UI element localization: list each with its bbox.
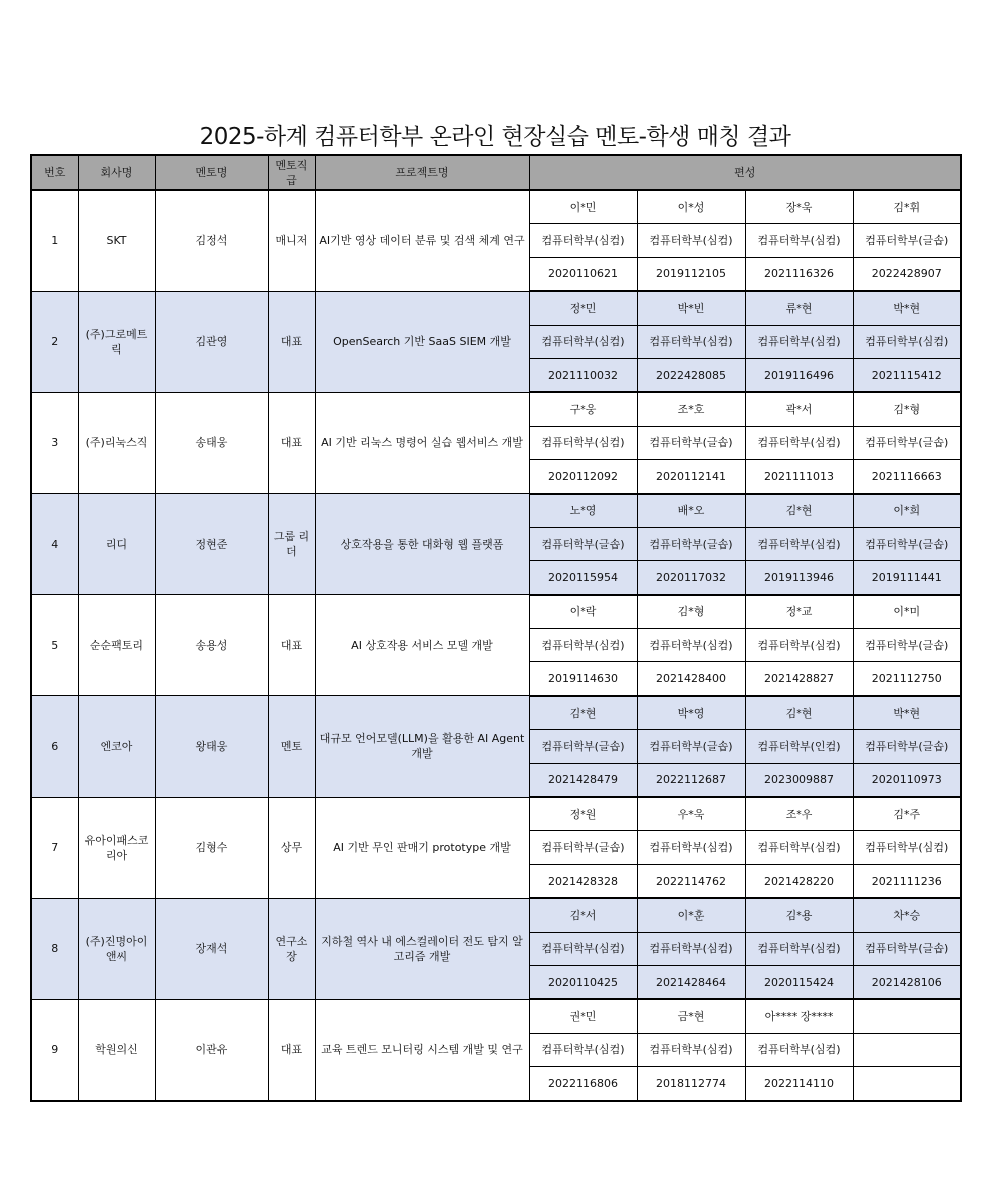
student-id: 2020110621 <box>529 257 637 291</box>
student-id: 2022428907 <box>853 257 961 291</box>
student-dept: 컴퓨터학부(심컴) <box>529 629 637 662</box>
student-name: 노*영 <box>529 494 637 528</box>
student-id <box>853 1067 961 1101</box>
student-name: 차*승 <box>853 898 961 932</box>
student-id: 2020115954 <box>529 561 637 595</box>
student-dept: 컴퓨터학부(심컴) <box>745 426 853 459</box>
student-name: 김*현 <box>529 696 637 730</box>
student-id: 2020112092 <box>529 460 637 494</box>
student-dept: 컴퓨터학부(심컴) <box>529 325 637 358</box>
cell-mentor: 김관영 <box>155 291 268 392</box>
student-id: 2019114630 <box>529 662 637 696</box>
student-dept: 컴퓨터학부(심컴) <box>745 224 853 257</box>
student-id: 2021116663 <box>853 460 961 494</box>
student-dept: 컴퓨터학부(심컴) <box>637 629 745 662</box>
student-dept: 컴퓨터학부(심컴) <box>745 932 853 965</box>
student-name: 박*현 <box>853 696 961 730</box>
table-row <box>31 392 961 426</box>
student-dept: 컴퓨터학부(글솝) <box>637 527 745 560</box>
student-dept: 컴퓨터학부(심컴) <box>637 932 745 965</box>
student-name: 우*욱 <box>637 797 745 831</box>
student-name: 아**** 장**** <box>745 999 853 1033</box>
student-dept <box>853 1033 961 1066</box>
header-no: 번호 <box>31 155 78 190</box>
student-dept: 컴퓨터학부(글솝) <box>637 426 745 459</box>
student-dept: 컴퓨터학부(글솝) <box>853 932 961 965</box>
student-dept: 컴퓨터학부(글솝) <box>529 527 637 560</box>
student-dept: 컴퓨터학부(글솝) <box>637 730 745 763</box>
cell-mentor: 정현준 <box>155 494 268 595</box>
student-name: 이*미 <box>853 595 961 629</box>
student-name: 곽*서 <box>745 392 853 426</box>
header-mentor: 멘토명 <box>155 155 268 190</box>
cell-mentor: 이관유 <box>155 999 268 1100</box>
student-dept: 컴퓨터학부(심컴) <box>745 1033 853 1066</box>
student-name: 이*락 <box>529 595 637 629</box>
cell-project: 대규모 언어모델(LLM)을 활용한 AI Agent 개발 <box>315 696 529 797</box>
student-dept: 컴퓨터학부(심컴) <box>745 527 853 560</box>
cell-no: 5 <box>31 595 78 696</box>
table-row <box>31 595 961 629</box>
cell-no: 1 <box>31 190 78 291</box>
student-name: 정*교 <box>745 595 853 629</box>
cell-company: 리디 <box>78 494 155 595</box>
table-row <box>31 797 961 831</box>
student-dept: 컴퓨터학부(심컴) <box>637 1033 745 1066</box>
cell-no: 7 <box>31 797 78 898</box>
table-row <box>31 898 961 932</box>
student-dept: 컴퓨터학부(심컴) <box>529 426 637 459</box>
cell-company: (주)그로메트릭 <box>78 291 155 392</box>
student-dept: 컴퓨터학부(심컴) <box>745 831 853 864</box>
student-id: 2020115424 <box>745 965 853 999</box>
student-id: 2019111441 <box>853 561 961 595</box>
cell-position: 대표 <box>268 999 315 1100</box>
student-id: 2021116326 <box>745 257 853 291</box>
student-name: 류*현 <box>745 291 853 325</box>
student-dept: 컴퓨터학부(글솝) <box>853 730 961 763</box>
student-dept: 컴퓨터학부(심컴) <box>745 325 853 358</box>
student-dept: 컴퓨터학부(심컴) <box>637 224 745 257</box>
student-name: 김*서 <box>529 898 637 932</box>
cell-mentor: 송용성 <box>155 595 268 696</box>
student-id: 2020110973 <box>853 763 961 797</box>
cell-position: 대표 <box>268 595 315 696</box>
student-id: 2019116496 <box>745 358 853 392</box>
matching-table <box>30 154 962 1102</box>
student-dept: 컴퓨터학부(심컴) <box>529 1033 637 1066</box>
cell-position: 멘토 <box>268 696 315 797</box>
student-name: 이*민 <box>529 190 637 224</box>
cell-company: 순순팩토리 <box>78 595 155 696</box>
cell-position: 그룹 리더 <box>268 494 315 595</box>
student-id: 2021112750 <box>853 662 961 696</box>
student-name: 김*현 <box>745 696 853 730</box>
header-team: 편성 <box>529 155 961 190</box>
cell-project: AI 기반 무인 판매기 prototype 개발 <box>315 797 529 898</box>
student-name: 장*욱 <box>745 190 853 224</box>
student-id: 2018112774 <box>637 1067 745 1101</box>
student-id: 2021428827 <box>745 662 853 696</box>
student-id: 2021115412 <box>853 358 961 392</box>
student-id: 2022428085 <box>637 358 745 392</box>
student-name: 김*현 <box>745 494 853 528</box>
student-dept: 컴퓨터학부(글솝) <box>853 224 961 257</box>
student-name: 정*민 <box>529 291 637 325</box>
student-id: 2019112105 <box>637 257 745 291</box>
student-name: 김*형 <box>637 595 745 629</box>
cell-company: (주)리눅스직 <box>78 392 155 493</box>
student-name: 이*성 <box>637 190 745 224</box>
cell-project: OpenSearch 기반 SaaS SIEM 개발 <box>315 291 529 392</box>
student-name: 금*현 <box>637 999 745 1033</box>
student-dept: 컴퓨터학부(심컴) <box>637 325 745 358</box>
student-id: 2020112141 <box>637 460 745 494</box>
student-id: 2021428328 <box>529 864 637 898</box>
cell-position: 매니저 <box>268 190 315 291</box>
student-id: 2021111013 <box>745 460 853 494</box>
student-name: 김*주 <box>853 797 961 831</box>
header-position: 멘토직급 <box>268 155 315 190</box>
student-id: 2023009887 <box>745 763 853 797</box>
cell-no: 3 <box>31 392 78 493</box>
student-name: 정*원 <box>529 797 637 831</box>
student-name: 박*빈 <box>637 291 745 325</box>
table-row <box>31 999 961 1033</box>
cell-project: 상호작용을 통한 대화형 웹 플랫폼 <box>315 494 529 595</box>
cell-position: 상무 <box>268 797 315 898</box>
student-name: 권*민 <box>529 999 637 1033</box>
student-dept: 컴퓨터학부(인컴) <box>745 730 853 763</box>
cell-company: 학원의신 <box>78 999 155 1100</box>
table-row <box>31 494 961 528</box>
cell-company: 유아이패스코리아 <box>78 797 155 898</box>
cell-no: 6 <box>31 696 78 797</box>
cell-position: 연구소장 <box>268 898 315 999</box>
student-dept: 컴퓨터학부(심컴) <box>529 932 637 965</box>
cell-no: 8 <box>31 898 78 999</box>
student-id: 2022114762 <box>637 864 745 898</box>
table-row <box>31 190 961 224</box>
student-id: 2021428400 <box>637 662 745 696</box>
student-id: 2022114110 <box>745 1067 853 1101</box>
cell-mentor: 김형수 <box>155 797 268 898</box>
student-id: 2022116806 <box>529 1067 637 1101</box>
student-name: 김*형 <box>853 392 961 426</box>
header-row <box>31 155 961 190</box>
student-id: 2021428220 <box>745 864 853 898</box>
student-name: 배*오 <box>637 494 745 528</box>
cell-mentor: 송태웅 <box>155 392 268 493</box>
cell-company: (주)진명아이앤씨 <box>78 898 155 999</box>
student-id: 2021111236 <box>853 864 961 898</box>
student-name: 조*우 <box>745 797 853 831</box>
cell-company: SKT <box>78 190 155 291</box>
student-id: 2021428479 <box>529 763 637 797</box>
cell-company: 엔코아 <box>78 696 155 797</box>
student-name <box>853 999 961 1033</box>
cell-position: 대표 <box>268 392 315 493</box>
student-id: 2020117032 <box>637 561 745 595</box>
cell-mentor: 왕태웅 <box>155 696 268 797</box>
cell-project: 교육 트렌드 모니터링 시스템 개발 및 연구 <box>315 999 529 1100</box>
student-id: 2019113946 <box>745 561 853 595</box>
student-name: 김*용 <box>745 898 853 932</box>
student-name: 김*휘 <box>853 190 961 224</box>
table-body <box>31 190 961 1101</box>
student-dept: 컴퓨터학부(글솝) <box>529 730 637 763</box>
page-title: 2025-하계 컴퓨터학부 온라인 현장실습 멘토-학생 매칭 결과 <box>199 124 791 150</box>
student-name: 박*현 <box>853 291 961 325</box>
student-name: 조*호 <box>637 392 745 426</box>
cell-no: 2 <box>31 291 78 392</box>
student-id: 2021110032 <box>529 358 637 392</box>
student-id: 2021428464 <box>637 965 745 999</box>
cell-project: AI기반 영상 데이터 분류 및 검색 체계 연구 <box>315 190 529 291</box>
student-dept: 컴퓨터학부(심컴) <box>529 224 637 257</box>
cell-mentor: 김정석 <box>155 190 268 291</box>
table-row <box>31 696 961 730</box>
cell-position: 대표 <box>268 291 315 392</box>
student-dept: 컴퓨터학부(심컴) <box>853 831 961 864</box>
cell-project: AI 기반 리눅스 명령어 실습 웹서비스 개발 <box>315 392 529 493</box>
student-name: 이*훈 <box>637 898 745 932</box>
student-id: 2021428106 <box>853 965 961 999</box>
cell-no: 4 <box>31 494 78 595</box>
student-name: 이*희 <box>853 494 961 528</box>
table-row <box>31 291 961 325</box>
cell-project: 지하철 역사 내 에스컬레이터 전도 탐지 알고리즘 개발 <box>315 898 529 999</box>
student-id: 2020110425 <box>529 965 637 999</box>
student-dept: 컴퓨터학부(글솝) <box>853 629 961 662</box>
cell-no: 9 <box>31 999 78 1100</box>
student-id: 2022112687 <box>637 763 745 797</box>
student-dept: 컴퓨터학부(글솝) <box>853 527 961 560</box>
student-dept: 컴퓨터학부(글솝) <box>853 426 961 459</box>
cell-project: AI 상호작용 서비스 모델 개발 <box>315 595 529 696</box>
student-dept: 컴퓨터학부(심컴) <box>637 831 745 864</box>
student-dept: 컴퓨터학부(심컴) <box>853 325 961 358</box>
student-name: 구*웅 <box>529 392 637 426</box>
student-dept: 컴퓨터학부(글솝) <box>529 831 637 864</box>
header-company: 회사명 <box>78 155 155 190</box>
student-dept: 컴퓨터학부(심컴) <box>745 629 853 662</box>
student-name: 박*영 <box>637 696 745 730</box>
cell-mentor: 장재석 <box>155 898 268 999</box>
header-project: 프로젝트명 <box>315 155 529 190</box>
